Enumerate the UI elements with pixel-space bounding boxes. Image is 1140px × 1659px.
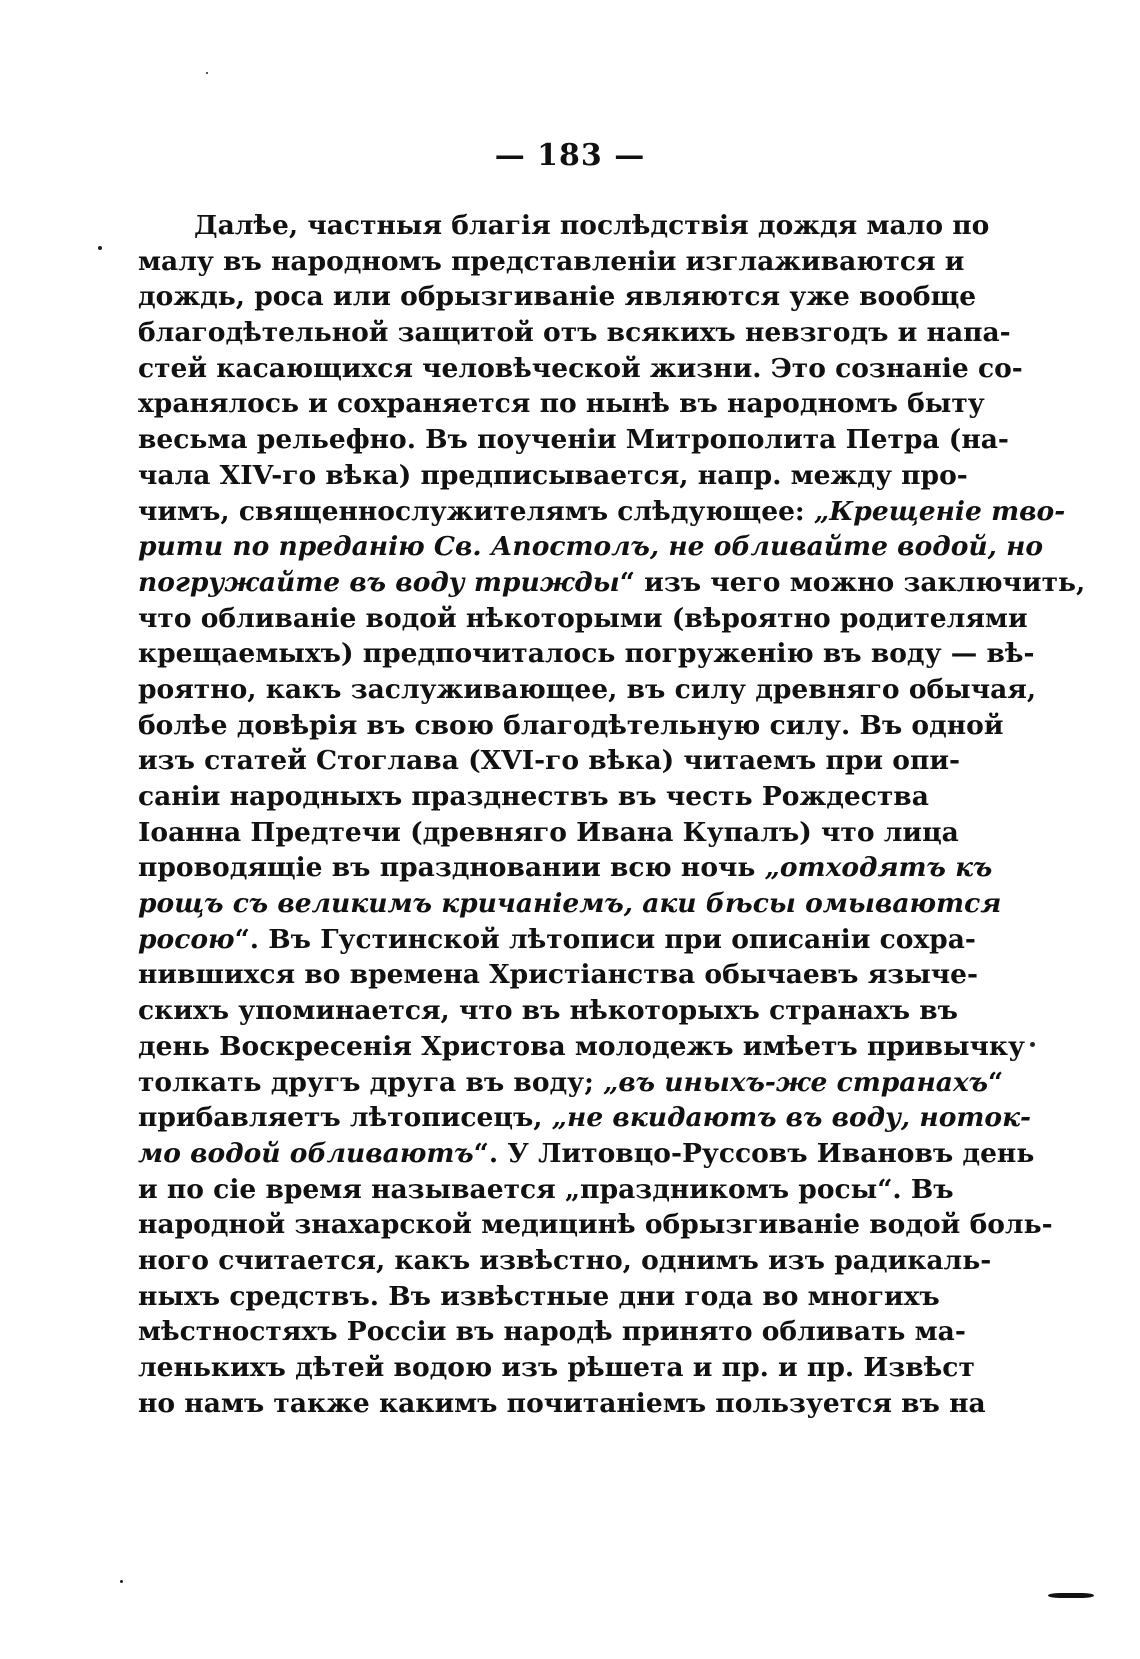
text-line (138, 708, 1004, 744)
text-line (138, 279, 977, 315)
italic-quote: „не вкидаютъ въ воду, ноток- (551, 1102, 1032, 1134)
text-line (138, 636, 1035, 672)
text-line (138, 815, 959, 851)
text-segment: ного считается, какъ извѣстно, однимъ изъ радикаль- (138, 1244, 992, 1276)
text-segment: “ (988, 1066, 1004, 1098)
text-line (138, 1136, 1035, 1172)
print-speck (1030, 1042, 1035, 1047)
text-line (138, 1350, 975, 1386)
text-line (138, 565, 1086, 601)
text-segment: и по сіе время называется „праздникомъ росы“. Въ (138, 1173, 954, 1205)
text-line (138, 244, 965, 280)
text-segment: крещаемыхъ) предпочиталось погруженію въ воду — вѣ- (138, 638, 1035, 670)
text-segment: “. У Литовцо-Руссовъ Ивановъ день (473, 1137, 1035, 1169)
text-line (138, 1279, 940, 1315)
text-line (138, 1386, 986, 1422)
italic-quote: „въ иныхъ-же странахъ (603, 1066, 989, 1098)
text-segment: ленькихъ дѣтей водою изъ рѣшета и пр. и пр. Извѣст (138, 1352, 975, 1383)
text-line (138, 1100, 1032, 1136)
print-speck (120, 1580, 123, 1583)
text-segment: чимъ, священнослужителямъ слѣдующее: (138, 495, 814, 527)
text-segment: толкать другъ друга въ воду; (138, 1066, 604, 1098)
text-line (138, 957, 979, 993)
text-segment: роятно, какъ заслуживающее, въ силу древняго обычая, (138, 673, 1037, 705)
italic-quote: рити по преданію Св. Апостолъ, не обливайте водой, но (138, 531, 1044, 563)
text-line (138, 1029, 1025, 1065)
page-number: — 183 — (494, 138, 646, 173)
text-segment: мѣстностяхъ Россіи въ народѣ принято обливать ма- (138, 1316, 966, 1348)
text-line (138, 922, 976, 958)
text-line (138, 494, 1066, 530)
text-line (138, 1243, 992, 1279)
text-line (138, 315, 1011, 351)
text-segment: стей касающихся человѣческой жизни. Это сознаніе со- (138, 352, 1023, 384)
text-segment: народной знахарской медицинѣ обрызгиваніе водой боль- (138, 1209, 1053, 1241)
text-segment: день Воскресенія Христова молодежъ имѣетъ привычку (138, 1030, 1025, 1062)
text-segment: дождь, роса или обрызгиваніе являются уже вообще (138, 281, 977, 313)
text-line (138, 672, 1037, 708)
text-line (138, 743, 961, 779)
text-segment: проводящіе въ праздновании всю ночь (138, 852, 765, 884)
italic-quote: мо водой обливаютъ (138, 1137, 474, 1169)
text-segment: скихъ упоминается, что въ нѣкоторыхъ странахъ въ (138, 995, 958, 1027)
text-line (138, 458, 968, 494)
text-line (138, 1172, 954, 1208)
text-line (138, 422, 1009, 458)
text-segment: “ изъ чего можно заключить, (619, 566, 1086, 598)
text-segment: нившихся во времена Христіанства обычаевъ языче- (138, 959, 979, 991)
text-segment: изъ статей Стоглава (XVI-го вѣка) читаемъ при опи- (138, 745, 961, 777)
italic-quote: росою (138, 923, 235, 955)
text-line (138, 529, 1044, 565)
text-line (138, 601, 1028, 637)
text-line (138, 993, 958, 1029)
text-segment: весьма рельефно. Въ поученіи Митрополита Петра (на- (138, 424, 1009, 456)
text-segment: чала XIV-го вѣка) предписывается, напр. между про- (138, 459, 968, 491)
italic-quote: погружайте въ воду трижды (138, 566, 620, 598)
text-segment: болѣе довѣрія въ свою благодѣтельную силу. Въ одной (138, 709, 1004, 741)
text-segment: Далѣе, частныя благія послѣдствія дождя мало по (194, 210, 990, 241)
italic-quote: рощъ съ великимъ кричаніемъ, аки бѣсы омываются (138, 888, 1002, 920)
text-line (138, 1207, 1053, 1243)
text-line (138, 208, 990, 244)
text-segment: малу въ народномъ представленіи изглаживаются и (138, 245, 965, 277)
text-line (138, 1065, 1004, 1101)
text-line (138, 779, 929, 815)
text-segment: прибавляетъ лѣтописецъ, (138, 1102, 552, 1134)
text-segment: но намъ также какимъ почитаніемъ пользуется въ на (138, 1387, 986, 1419)
italic-quote: „отходятъ къ (764, 852, 993, 884)
text-line (138, 850, 993, 886)
printer-dash-mark (1048, 1593, 1094, 1598)
text-segment: Іоанна Предтечи (древняго Ивана Купалъ) что лица (138, 816, 959, 848)
text-segment: саніи народныхъ празднествъ въ честь Рождества (138, 781, 929, 812)
text-line (138, 386, 985, 422)
text-segment: “. Въ Густинской лѣтописи при описаніи сохра- (234, 923, 976, 955)
text-line (138, 1314, 966, 1350)
print-speck (98, 246, 102, 250)
text-segment: хранялось и сохраняется по нынѣ въ народномъ быту (138, 388, 985, 420)
text-line (138, 351, 1023, 387)
print-speck (206, 72, 208, 74)
text-segment: что обливаніе водой нѣкоторыми (вѣроятно родителями (138, 602, 1028, 634)
italic-quote: „Крещеніе тво- (813, 495, 1066, 527)
text-segment: благодѣтельной защитой отъ всякихъ невзгодъ и напа- (138, 317, 1011, 349)
text-segment: ныхъ средствъ. Въ извѣстные дни года во многихъ (138, 1280, 940, 1312)
body-text (138, 208, 1086, 1421)
text-line (138, 886, 1002, 922)
